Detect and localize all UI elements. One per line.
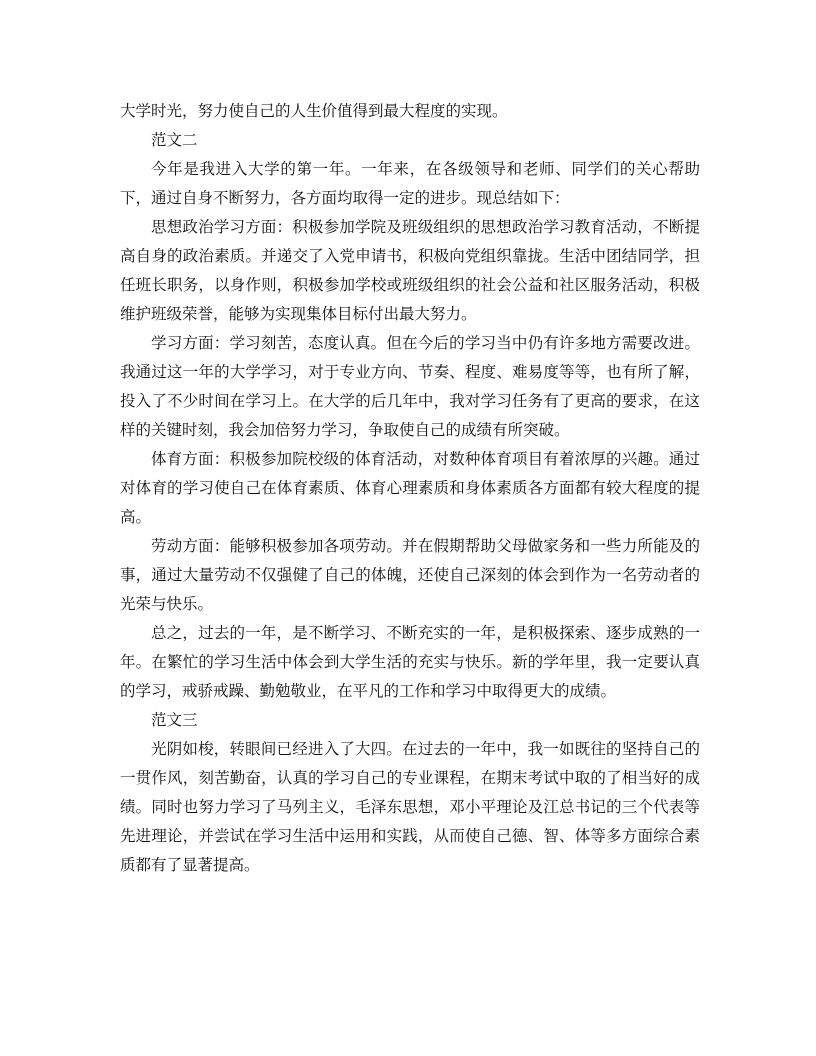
paragraph-labor: 劳动方面：能够积极参加各项劳动。并在假期帮助父母做家务和一些力所能及的事，通过大量劳动不仅强健了自己的体魄，还使自己深刻的体会到作为一名劳动者的光荣与快乐。 xyxy=(120,537,700,613)
section-heading-example-2: 范文二 xyxy=(151,131,198,149)
paragraph-summary: 总之，过去的一年，是不断学习、不断充实的一年，是积极探索、逐步成熟的一年。在繁忙的学习生活中体会到大学生活的充实与快乐。新的学年里，我一定要认真的学习，戒骄戒躁、勤勉敬业，在平凡的工作和学习中取得更大的成绩。 xyxy=(120,624,700,700)
paragraph-academic-study: 学习方面：学习刻苦，态度认真。但在今后的学习当中仍有许多地方需要改进。我通过这一年的大学学习，对于专业方向、节奏、程度、难易度等等，也有所了解，投入了不少时间在学习上。在大学的后几年中，我对学习任务有了更高的要求，在这样的关键时刻，我会加倍努力学习，争取使自己的成绩有所突破。 xyxy=(120,334,700,439)
paragraph-political-study: 思想政治学习方面：积极参加学院及班级组织的思想政治学习教育活动，不断提高自身的政治素质。并递交了入党申请书，积极向党组织靠拢。生活中团结同学，担任班长职务，以身作则，积极参加学校或班级组织的社会公益和社区服务活动，积极维护班级荣誉，能够为实现集体目标付出最大努力。 xyxy=(120,218,700,323)
document-body xyxy=(120,97,700,880)
paragraph-sports: 体育方面：积极参加院校级的体育活动，对数种体育项目有着浓厚的兴趣。通过对体育的学习使自己在体育素质、体育心理素质和身体素质各方面都有较大程度的提高。 xyxy=(120,450,700,526)
paragraph-continuation: 大学时光，努力使自己的人生价值得到最大程度的实现。 xyxy=(120,102,508,120)
paragraph-intro: 今年是我进入大学的第一年。一年来，在各级领导和老师、同学们的关心帮助下，通过自身不断努力，各方面均取得一定的进步。现总结如下： xyxy=(120,160,700,207)
section-heading-example-3: 范文三 xyxy=(151,711,198,729)
paragraph-senior-year: 光阴如梭，转眼间已经进入了大四。在过去的一年中，我一如既往的坚持自己的一贯作风，刻苦勤奋，认真的学习自己的专业课程，在期末考试中取的了相当好的成绩。同时也努力学习了马列主义，毛泽东思想，邓小平理论及江总书记的三个代表等先进理论，并尝试在学习生活中运用和实践，从而使自己德、智、体等多方面综合素质都有了显著提高。 xyxy=(120,740,700,874)
